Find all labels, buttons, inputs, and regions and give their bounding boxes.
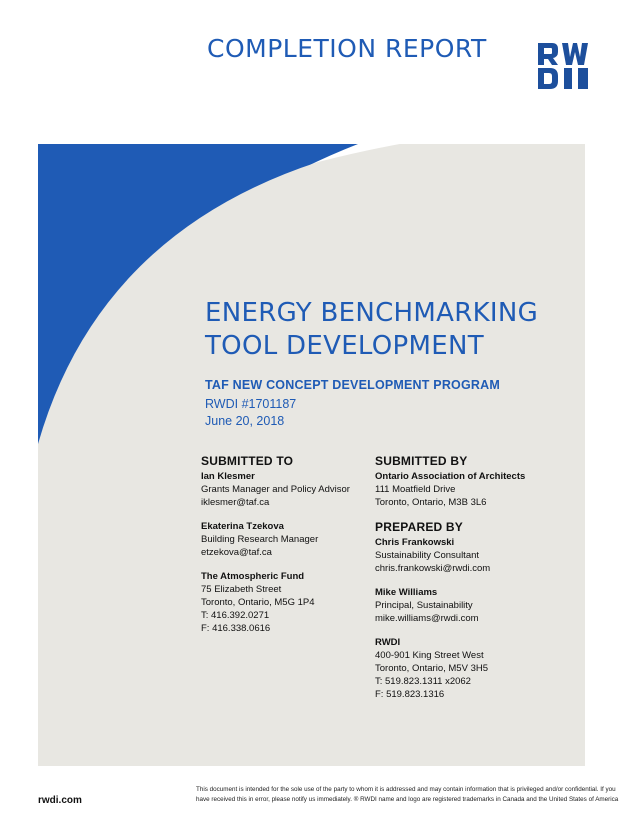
report-date: June 20, 2018 [205, 414, 285, 428]
contact-title: Principal, Sustainability [375, 600, 473, 611]
submitted-to-heading: SUBMITTED TO [201, 454, 294, 468]
disclaimer [196, 785, 619, 805]
organization-name: RWDI [375, 637, 401, 648]
title-line-2: TOOL DEVELOPMENT [205, 331, 484, 361]
report-meta [205, 396, 296, 430]
project-number: RWDI #1701187 [205, 397, 297, 411]
disclaimer-line-1: This document is intended for the sole use of the party to whom it is addressed and may contain information that is privileged and/or confidential. If you [196, 786, 616, 793]
program-name: TAF NEW CONCEPT DEVELOPMENT PROGRAM [205, 378, 500, 392]
contact-name: Ekaterina Tzekova [201, 521, 284, 532]
address-city: Toronto, Ontario, M5V 3H5 [375, 663, 488, 674]
phone: T: 519.823.1311 x2062 [375, 676, 471, 687]
report-type-label: COMPLETION REPORT [207, 34, 487, 63]
disclaimer-line-2: have received this in error, please notify us immediately. ® RWDI name and logo are registered trademarks in Canada and the United States of America [196, 796, 619, 803]
title-line-1: ENERGY BENCHMARKING [205, 298, 539, 328]
address-line: 75 Elizabeth Street [201, 584, 282, 595]
contact-name: Chris Frankowski [375, 537, 455, 548]
contact-title: Grants Manager and Policy Advisor [201, 484, 350, 495]
contact-email: chris.frankowski@rwdi.com [375, 563, 491, 574]
contact-block [201, 570, 366, 635]
phone: T: 416.392.0271 [201, 610, 270, 621]
contact-block [201, 470, 366, 509]
contact-name: Ian Klesmer [201, 471, 255, 482]
submitted-by-section [375, 454, 575, 712]
contact-email: etzekova@taf.ca [201, 547, 272, 558]
organization-name: The Atmospheric Fund [201, 571, 305, 582]
address-city: Toronto, Ontario, M5G 1P4 [201, 597, 315, 608]
contact-email: iklesmer@taf.ca [201, 497, 270, 508]
contact-block [375, 536, 575, 575]
contact-block [375, 586, 575, 625]
contact-block [375, 636, 575, 701]
submitted-by-heading: SUBMITTED BY [375, 454, 468, 468]
contact-name: Mike Williams [375, 587, 438, 598]
prepared-by-heading: PREPARED BY [375, 520, 463, 534]
submitted-to-section [201, 454, 366, 646]
report-title [205, 297, 538, 363]
address-city: Toronto, Ontario, M3B 3L6 [375, 497, 487, 508]
organization-name: Ontario Association of Architects [375, 471, 526, 482]
contact-block [201, 520, 366, 559]
rwdi-logo-icon [538, 43, 588, 89]
fax: F: 519.823.1316 [375, 689, 445, 700]
contact-email: mike.williams@rwdi.com [375, 613, 479, 624]
fax: F: 416.338.0616 [201, 623, 271, 634]
contact-title: Building Research Manager [201, 534, 319, 545]
contact-block [375, 470, 575, 509]
website-link[interactable]: rwdi.com [38, 795, 82, 806]
address-line: 400-901 King Street West [375, 650, 484, 661]
address-line: 111 Moatfield Drive [375, 484, 456, 495]
rwdi-logo-mark [538, 43, 588, 89]
contact-title: Sustainability Consultant [375, 550, 480, 561]
